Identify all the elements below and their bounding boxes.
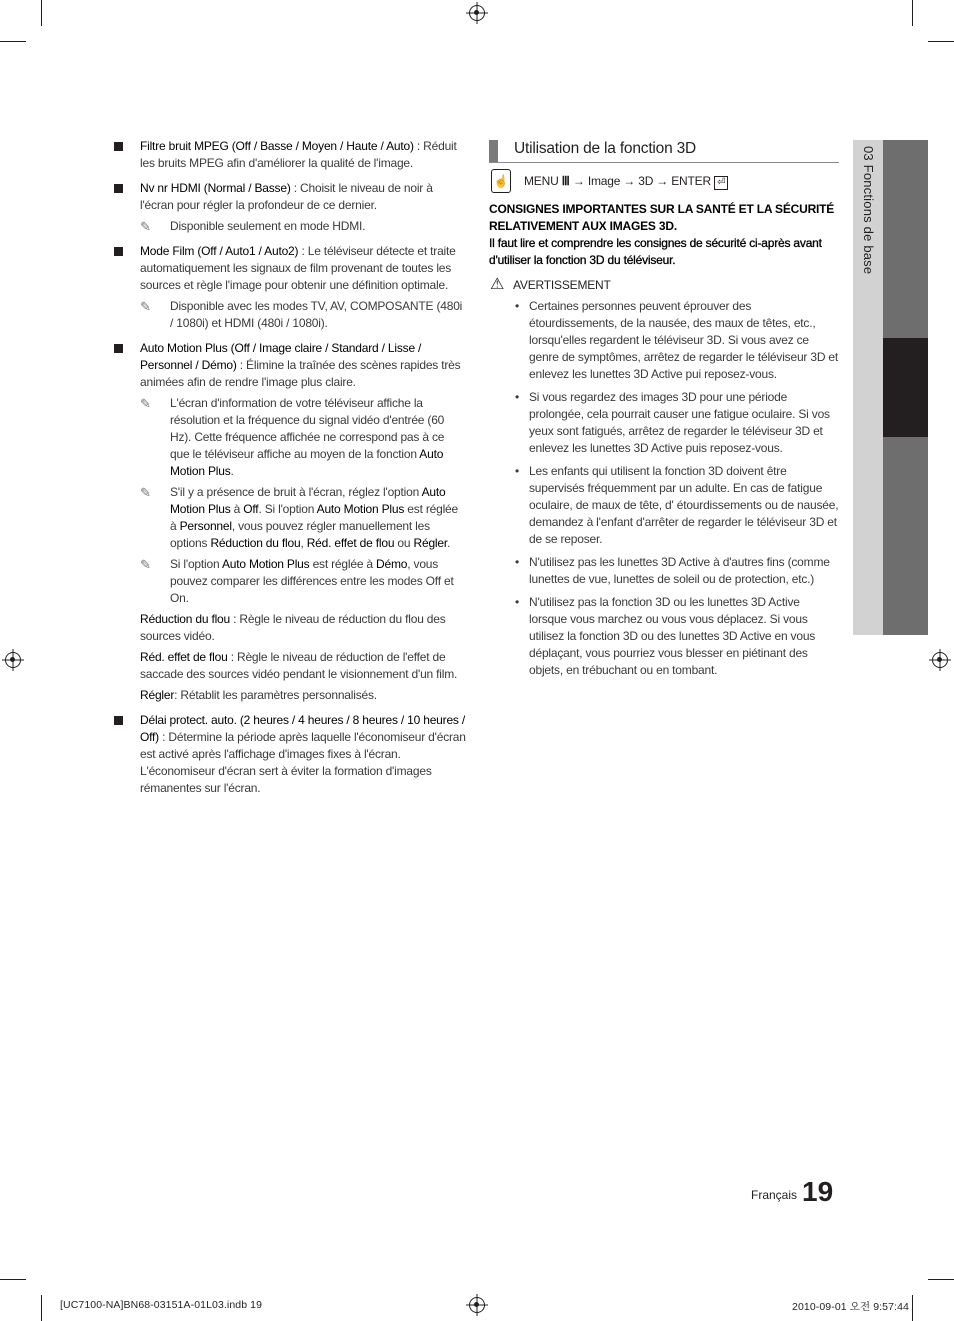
- registration-mark-icon: [469, 5, 485, 21]
- note-text: Disponible seulement en mode HDMI.: [170, 219, 366, 233]
- right-column: [489, 138, 839, 685]
- crop-mark: [41, 1295, 42, 1321]
- sub-option-term: Réduction du flou: [140, 612, 230, 626]
- note-term: Personnel: [179, 519, 232, 533]
- note-term: Auto Motion Plus: [316, 502, 405, 516]
- print-slug-right: 2010-09-01 오전 9:57:44: [792, 1301, 909, 1313]
- menu-path-text: MENU: [524, 174, 562, 188]
- bullet-icon: •: [515, 555, 520, 569]
- crop-mark: [928, 41, 954, 42]
- bullet-icon: •: [515, 299, 520, 313]
- note-term: Démo: [376, 557, 408, 571]
- pencil-icon: ✎: [140, 396, 151, 411]
- note-text: .: [447, 536, 451, 550]
- pencil-icon: ✎: [140, 219, 151, 234]
- bullet-icon: •: [515, 390, 520, 404]
- chapter-label: 03 Fonctions de base: [861, 146, 876, 275]
- warning-body: Il faut lire et comprendre les consignes de sécurité ci-après avant d'utiliser la fonction 3D du téléviseur.: [489, 236, 822, 267]
- sub-option-description: : Rétablit les paramètres personnalisés.: [174, 688, 377, 702]
- note: [140, 395, 466, 480]
- heading-bar: [489, 140, 498, 162]
- page-number: 19: [802, 1176, 834, 1207]
- note-text: à: [230, 502, 244, 516]
- crop-mark: [912, 0, 913, 26]
- note-text: Disponible avec les modes TV, AV, COMPOSANTE (480i / 1080i) et HDMI (480i / 1080i).: [170, 299, 463, 330]
- registration-mark-icon: [932, 652, 948, 668]
- square-bullet-icon: [114, 344, 123, 353]
- square-bullet-icon: [114, 142, 123, 151]
- note-text: est réglée à: [170, 502, 458, 533]
- item-term: Mode Film (Off / Auto1 / Auto2): [140, 244, 299, 258]
- note: [140, 298, 466, 332]
- sub-option-description: : Règle le niveau de réduction de l'effet de saccade des sources vidéo pendant le visionnement d'un film.: [140, 650, 458, 681]
- list-item: [114, 180, 466, 235]
- item-description: : Réduit les bruits MPEG afin d'améliorer la qualité de l'image.: [140, 139, 457, 170]
- bullet-text: N'utilisez pas les lunettes 3D Active à d'autres fins (comme lunettes de vue, lunettes de soleil ou de protection, etc.): [529, 555, 830, 586]
- print-slug-left: [UC7100-NA]BN68-03151A-01L03.indb 19: [60, 1299, 263, 1311]
- sub-option: [140, 611, 466, 645]
- item-term: Nv nr HDMI (Normal / Basse): [140, 181, 291, 195]
- registration-mark-icon: [5, 652, 21, 668]
- note: [140, 484, 466, 552]
- crop-mark: [912, 1295, 913, 1321]
- bullet-icon: •: [515, 595, 520, 609]
- menu-path-text: → Image → 3D → ENTER: [569, 174, 715, 188]
- warning-title: CONSIGNES IMPORTANTES SUR LA SANTÉ ET LA SÉCURITÉ RELATIVEMENT AUX IMAGES 3D.: [489, 202, 835, 233]
- list-item: [114, 138, 466, 172]
- item-description: : Élimine la traînée des scènes rapides très animées afin de rendre l'image plus claire.: [140, 358, 461, 389]
- note-term: Réduction du flou: [210, 536, 301, 550]
- footer-language: Français: [751, 1188, 798, 1202]
- note-text: ,: [300, 536, 307, 550]
- list-item: [114, 340, 466, 704]
- note-text: , vous pouvez comparer les différences entre les modes Off et On.: [170, 557, 454, 605]
- bullet-text: Certaines personnes peuvent éprouver des étourdissements, de la nausée, des maux de têtes, etc., lorsqu'elles regardent le téléviseur 3D. Si vous avez ce genre de symptômes, arrêtez de regarder le téléviseur 3D et enlevez les lunettes 3D Active pui reposez-vous.: [529, 299, 839, 381]
- note: [140, 556, 466, 607]
- item-description: : Détermine la période après laquelle l'économiseur d'écran est activé après l'affichage d'images fixes à l'écran. L'économiseur d'écran sert à éviter la formation d'images rémanentes sur l'écran.: [140, 730, 466, 795]
- crop-mark: [0, 41, 26, 42]
- bullet-text: Si vous regardez des images 3D pour une période prolongée, cela pourrait causer une fatigue oculaire. Si vos yeux sont fatigués, arrêtez de regarder le téléviseur 3D et enlevez les lunettes 3D Active puis reposez-vous.: [529, 390, 830, 455]
- list-item: [114, 712, 466, 797]
- note-text: L'écran d'information de votre téléviseur affiche la résolution et la fréquence du signal vidéo d'entrée (60 Hz). Cette fréquence affichée ne correspond pas à ce que le téléviseur affiche au moyen de la fonction: [170, 396, 445, 461]
- square-bullet-icon: [114, 716, 123, 725]
- bullet-text: N'utilisez pas la fonction 3D ou les lunettes 3D Active lorsque vous marchez ou vous vous déplacez. Si vous utilisez la fonction 3D ou des lunettes 3D Active en vous déplaçant, vous pourriez vous blesser en piétinant des objets, en trébuchant ou en tombant.: [529, 595, 816, 677]
- note: [140, 218, 466, 235]
- list-item: [489, 463, 839, 548]
- note-text: , vous pouvez régler manuellement les options: [170, 519, 430, 550]
- menu-path: [489, 171, 839, 195]
- bullet-icon: •: [515, 464, 520, 478]
- item-term: Délai protect. auto. (2 heures / 4 heures / 8 heures / 10 heures / Off): [140, 713, 465, 744]
- chapter-side-tab: [853, 140, 883, 635]
- list-item: [489, 554, 839, 588]
- tab-block-gray: [883, 437, 928, 635]
- list-item: [489, 298, 839, 383]
- note-text: Si l'option: [170, 557, 222, 571]
- sub-option: [140, 649, 466, 683]
- sub-option-term: Régler: [140, 688, 175, 702]
- square-bullet-icon: [114, 247, 123, 256]
- section-title: Utilisation de la fonction 3D: [514, 140, 697, 157]
- note-term: Off: [243, 502, 259, 516]
- note-text: .: [230, 464, 234, 478]
- enter-icon: ⏎: [714, 176, 728, 190]
- sub-option: [140, 687, 466, 704]
- list-item: [489, 389, 839, 457]
- note-term: Réd. effet de flou: [306, 536, 395, 550]
- pencil-icon: ✎: [140, 557, 151, 572]
- list-item: [114, 243, 466, 332]
- menu-hand-icon: ☝: [491, 169, 511, 193]
- note-text: ou: [394, 536, 414, 550]
- pencil-icon: ✎: [140, 299, 151, 314]
- tab-block-black: [883, 338, 928, 437]
- note-text: S'il y a présence de bruit à l'écran, réglez l'option: [170, 485, 422, 499]
- pencil-icon: ✎: [140, 485, 151, 500]
- item-term: Filtre bruit MPEG (Off / Basse / Moyen / Haute / Auto): [140, 139, 414, 153]
- note-term: Auto Motion Plus: [170, 447, 444, 478]
- list-item: [489, 594, 839, 679]
- sub-option-description: : Règle le niveau de réduction du flou des sources vidéo.: [140, 612, 446, 643]
- warning-triangle-icon: ⚠: [490, 276, 505, 293]
- section-heading: [489, 138, 839, 163]
- note-term: Auto Motion Plus: [170, 485, 446, 516]
- item-term: Auto Motion Plus (Off / Image claire / Standard / Lisse / Personnel / Démo): [140, 341, 422, 372]
- crop-mark: [0, 1279, 26, 1280]
- bullet-text: Les enfants qui utilisent la fonction 3D doivent être supervisés fréquemment par un adulte. En cas de fatigue oculaire, de maux de tête, d' étourdissements ou de nausée, demandez à l'enfant d'arrêter de regarder le téléviseur 3D et de se reposer.: [529, 464, 839, 546]
- left-column: [114, 138, 466, 805]
- tab-block-gray: [883, 140, 928, 338]
- sub-option-term: Réd. effet de flou: [140, 650, 228, 664]
- square-bullet-icon: [114, 184, 123, 193]
- registration-mark-icon: [469, 1297, 485, 1313]
- note-term: Régler: [413, 536, 448, 550]
- note-term: Auto Motion Plus: [221, 557, 310, 571]
- note-text: est réglée à: [309, 557, 377, 571]
- caution-text: AVERTISSEMENT: [513, 278, 611, 292]
- caution-label: [489, 277, 839, 294]
- note-text: . Si l'option: [258, 502, 317, 516]
- item-description: : Choisit le niveau de noir à l'écran pour régler la profondeur de ce dernier.: [140, 181, 433, 212]
- menu-grid-icon: Ⅲ: [561, 174, 570, 188]
- crop-mark: [41, 0, 42, 26]
- crop-mark: [928, 1279, 954, 1280]
- item-description: : Le téléviseur détecte et traite automatiquement les signaux de film provenant de toutes les sources et règle l'image pour obtenir une définition optimale.: [140, 244, 456, 292]
